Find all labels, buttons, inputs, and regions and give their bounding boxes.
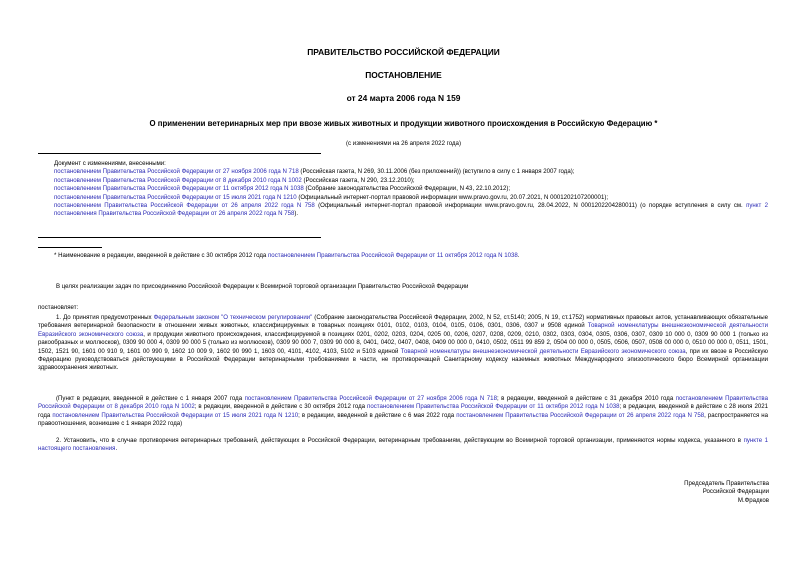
amendment-link[interactable]: постановлением Правительства Российской Федерации от 8 декабря 2010 года N 1002 bbox=[54, 176, 302, 184]
amendment-item: постановлением Правительства Российской Федерации от 11 октября 2012 года N 1038 (Собрание законодательства Российской Федерации, N 43, 22.10.2012); bbox=[54, 185, 511, 193]
amendment-item: постановлением Правительства Российской Федерации от 27 ноября 2006 года N 718 (Российская газета, N 269, 30.11.2006 (без приложений)) (вступило в силу с 1 января 2007 года); bbox=[54, 168, 575, 176]
amendment-item: постановлением Правительства Российской Федерации от 26 апреля 2022 года N 758 (Официальный интернет-портал правовой информации www.pravo.gov.ru, 28.04.2022, N 0001202204280011) (о порядке вступления в силу см. пункт 2 постановления Правительства Российской Федерации от 26 апреля 2022 года N 758). bbox=[54, 202, 768, 218]
footnote-rule bbox=[38, 247, 102, 248]
amendment-link[interactable]: постановлением Правительства Российской Федерации от 27 ноября 2006 года N 718 bbox=[244, 395, 497, 402]
amendments-bottom-rule bbox=[38, 237, 321, 238]
signature-name: М.Фрадков bbox=[737, 496, 769, 504]
footnote-link[interactable]: постановлением Правительства Российской Федерации от 11 октября 2012 года N 1038 bbox=[268, 252, 518, 259]
preamble: В целях реализации задач по присоединению Российской Федерации к Всемирной торговой организации Правительство Российской Федерации bbox=[56, 283, 469, 290]
revision-note: (с изменениями на 26 апреля 2022 года) bbox=[346, 140, 461, 147]
amendment-item: постановлением Правительства Российской Федерации от 15 июля 2021 года N 1210 (Официальный интернет-портал правовой информации www.pravo.gov.ru, 20.07.2021, N 0001202107200001); bbox=[54, 193, 609, 201]
org-heading: ПРАВИТЕЛЬСТВО РОССИЙСКОЙ ФЕДЕРАЦИИ bbox=[307, 47, 500, 57]
date-number-heading: от 24 марта 2006 года N 159 bbox=[346, 93, 461, 103]
federal-law-link[interactable]: Федеральным законом "О техническом регулировании" bbox=[153, 314, 313, 321]
amendments-top-rule bbox=[38, 153, 321, 154]
amendments-intro: Документ с изменениями, внесенными: bbox=[54, 160, 166, 167]
signature-block bbox=[684, 480, 769, 505]
amendment-link[interactable]: постановлением Правительства Российской Федерации от 8 декабря 2010 года N 1002 bbox=[38, 395, 768, 411]
entry-into-force-link[interactable]: пункт 2 постановления Правительства Российской Федерации от 26 апреля 2022 года N 758 bbox=[54, 202, 768, 218]
paragraph-1-link[interactable]: пункте 1 настоящего постановления bbox=[38, 437, 769, 453]
amendment-link[interactable]: постановлением Правительства Российской Федерации от 11 октября 2012 года N 1038 bbox=[367, 403, 620, 411]
amendments-block bbox=[54, 160, 768, 219]
paragraph-1: 1. До принятия предусмотренных Федеральным законом "О техническом регулировании" (Собрание законодательства Российской Федерации, 2002, N 52, ст.5140; 2005, N 19, ст.1752) нормативных правовых актов, устанавливающих обязательные требования ветеринарной безопасности в отношении живых животных, классифицируемых в товарных позициях 0101, 0102, 0103, 0104, 0105, 0106, 0301, 0306, 0307 и 9508 единой Товарной номенклатуры внешнеэкономической деятельности Евразийского экономического союза, и продукции животного происхождения, классифицируемой в позициях 0201, 0202, 0203, 0204, 0205 00, 0206, 0207, 0208, 0209, 0210, 0302, 0303, 0304, 0305, 0306, 0307, 0309 10 000 0, 0309 90 000 1 (только из ракообразных и моллюсков), 0309 90 000 4, 0309 90 000 5 (только из моллюсков), 0309 90 000 7, 0309 90 000 8, 0401, 0402, 0407, 0408, 0409 00 000 0, 0410, 0502, 0511 99 859 2, 0504 00 000 0, 0505, 0506, 0507, 0508 00 000 0, 0510 00 000 0, 0511, 1501, 1502, 1521 90, 1601 00 910 9, 1601 00 990 9, 1602 10 009 9, 1602 90 990 1, 1603 00, 4101, 4102, 4103, 5102 и 5103 единой Товарной номенклатуры внешнеэкономической деятельности Евразийского экономического союза, при их ввозе в Российскую Федерацию руководствоваться действующими в Российской Федерации ветеринарными требованиями в части, не противоречащей Санитарному кодексу наземных животных Международного эпизоотического бюро Всемирной организации здравоохранения животных. bbox=[38, 314, 769, 372]
paragraph-1-note: (Пункт в редакции, введенной в действие с 1 января 2007 года постановлением Правительства Российской Федерации от 27 ноября 2006 года N 718; в редакции, введенной в действие с 31 декабря 2010 года постановлением Правительства Российской Федерации от 8 декабря 2010 года N 1002; в редакции, введенной в действие с 30 октября 2012 года постановлением Правительства Российской Федерации от 11 октября 2012 года N 1038; в редакции, введенной в действие с 28 июля 2021 года постановлением Правительства Российской Федерации от 15 июля 2021 года N 1210; в редакции, введенной в действие с 6 мая 2022 года постановлением Правительства Российской Федерации от 26 апреля 2022 года N 758, распространяется на правоотношения, возникшие с 1 января 2022 года) bbox=[38, 395, 769, 428]
amendment-item: постановлением Правительства Российской Федерации от 8 декабря 2010 года N 1002 (Российская газета, N 290, 23.12.2010); bbox=[54, 176, 415, 184]
amendment-link[interactable]: постановлением Правительства Российской Федерации от 27 ноября 2006 года N 718 bbox=[54, 168, 299, 176]
doc-type-heading: ПОСТАНОВЛЕНИЕ bbox=[365, 70, 442, 80]
paragraph-2: 2. Установить, что в случае противоречия ветеринарных требований, действующих в Российской Федерации, ветеринарным требованиям, действующим во Всемирной торговой организации, применяются нормы кодекса, указанного в пункте 1 настоящего постановления. bbox=[38, 437, 769, 453]
decree-word: постановляет: bbox=[38, 304, 79, 311]
amendment-link[interactable]: постановлением Правительства Российской Федерации от 26 апреля 2022 года N 758 bbox=[456, 411, 705, 419]
tn-ved-link[interactable]: Товарной номенклатуры внешнеэкономической деятельности Евразийского экономического союза bbox=[400, 347, 686, 355]
signature-position-2: Российской Федерации bbox=[702, 488, 769, 496]
document-title: О применении ветеринарных мер при ввозе живых животных и продукции животного происхождения в Российскую Федерацию * bbox=[149, 119, 658, 128]
amendment-link[interactable]: постановлением Правительства Российской Федерации от 11 октября 2012 года N 1038 bbox=[54, 185, 304, 193]
signature-position: Председатель Правительства bbox=[684, 480, 769, 487]
amendment-link[interactable]: постановлением Правительства Российской Федерации от 15 июля 2021 года N 1210 bbox=[52, 411, 299, 419]
tn-ved-link[interactable]: Товарной номенклатуры внешнеэкономической деятельности Евразийского экономического союза bbox=[38, 322, 769, 338]
amendment-link[interactable]: постановлением Правительства Российской Федерации от 15 июля 2021 года N 1210 bbox=[54, 193, 297, 201]
amendment-link[interactable]: постановлением Правительства Российской Федерации от 26 апреля 2022 года N 758 bbox=[54, 202, 315, 210]
footnote: * Наименование в редакции, введенной в действие с 30 октября 2012 года постановлением Правительства Российской Федерации от 11 октября 2012 года N 1038. bbox=[54, 252, 520, 259]
